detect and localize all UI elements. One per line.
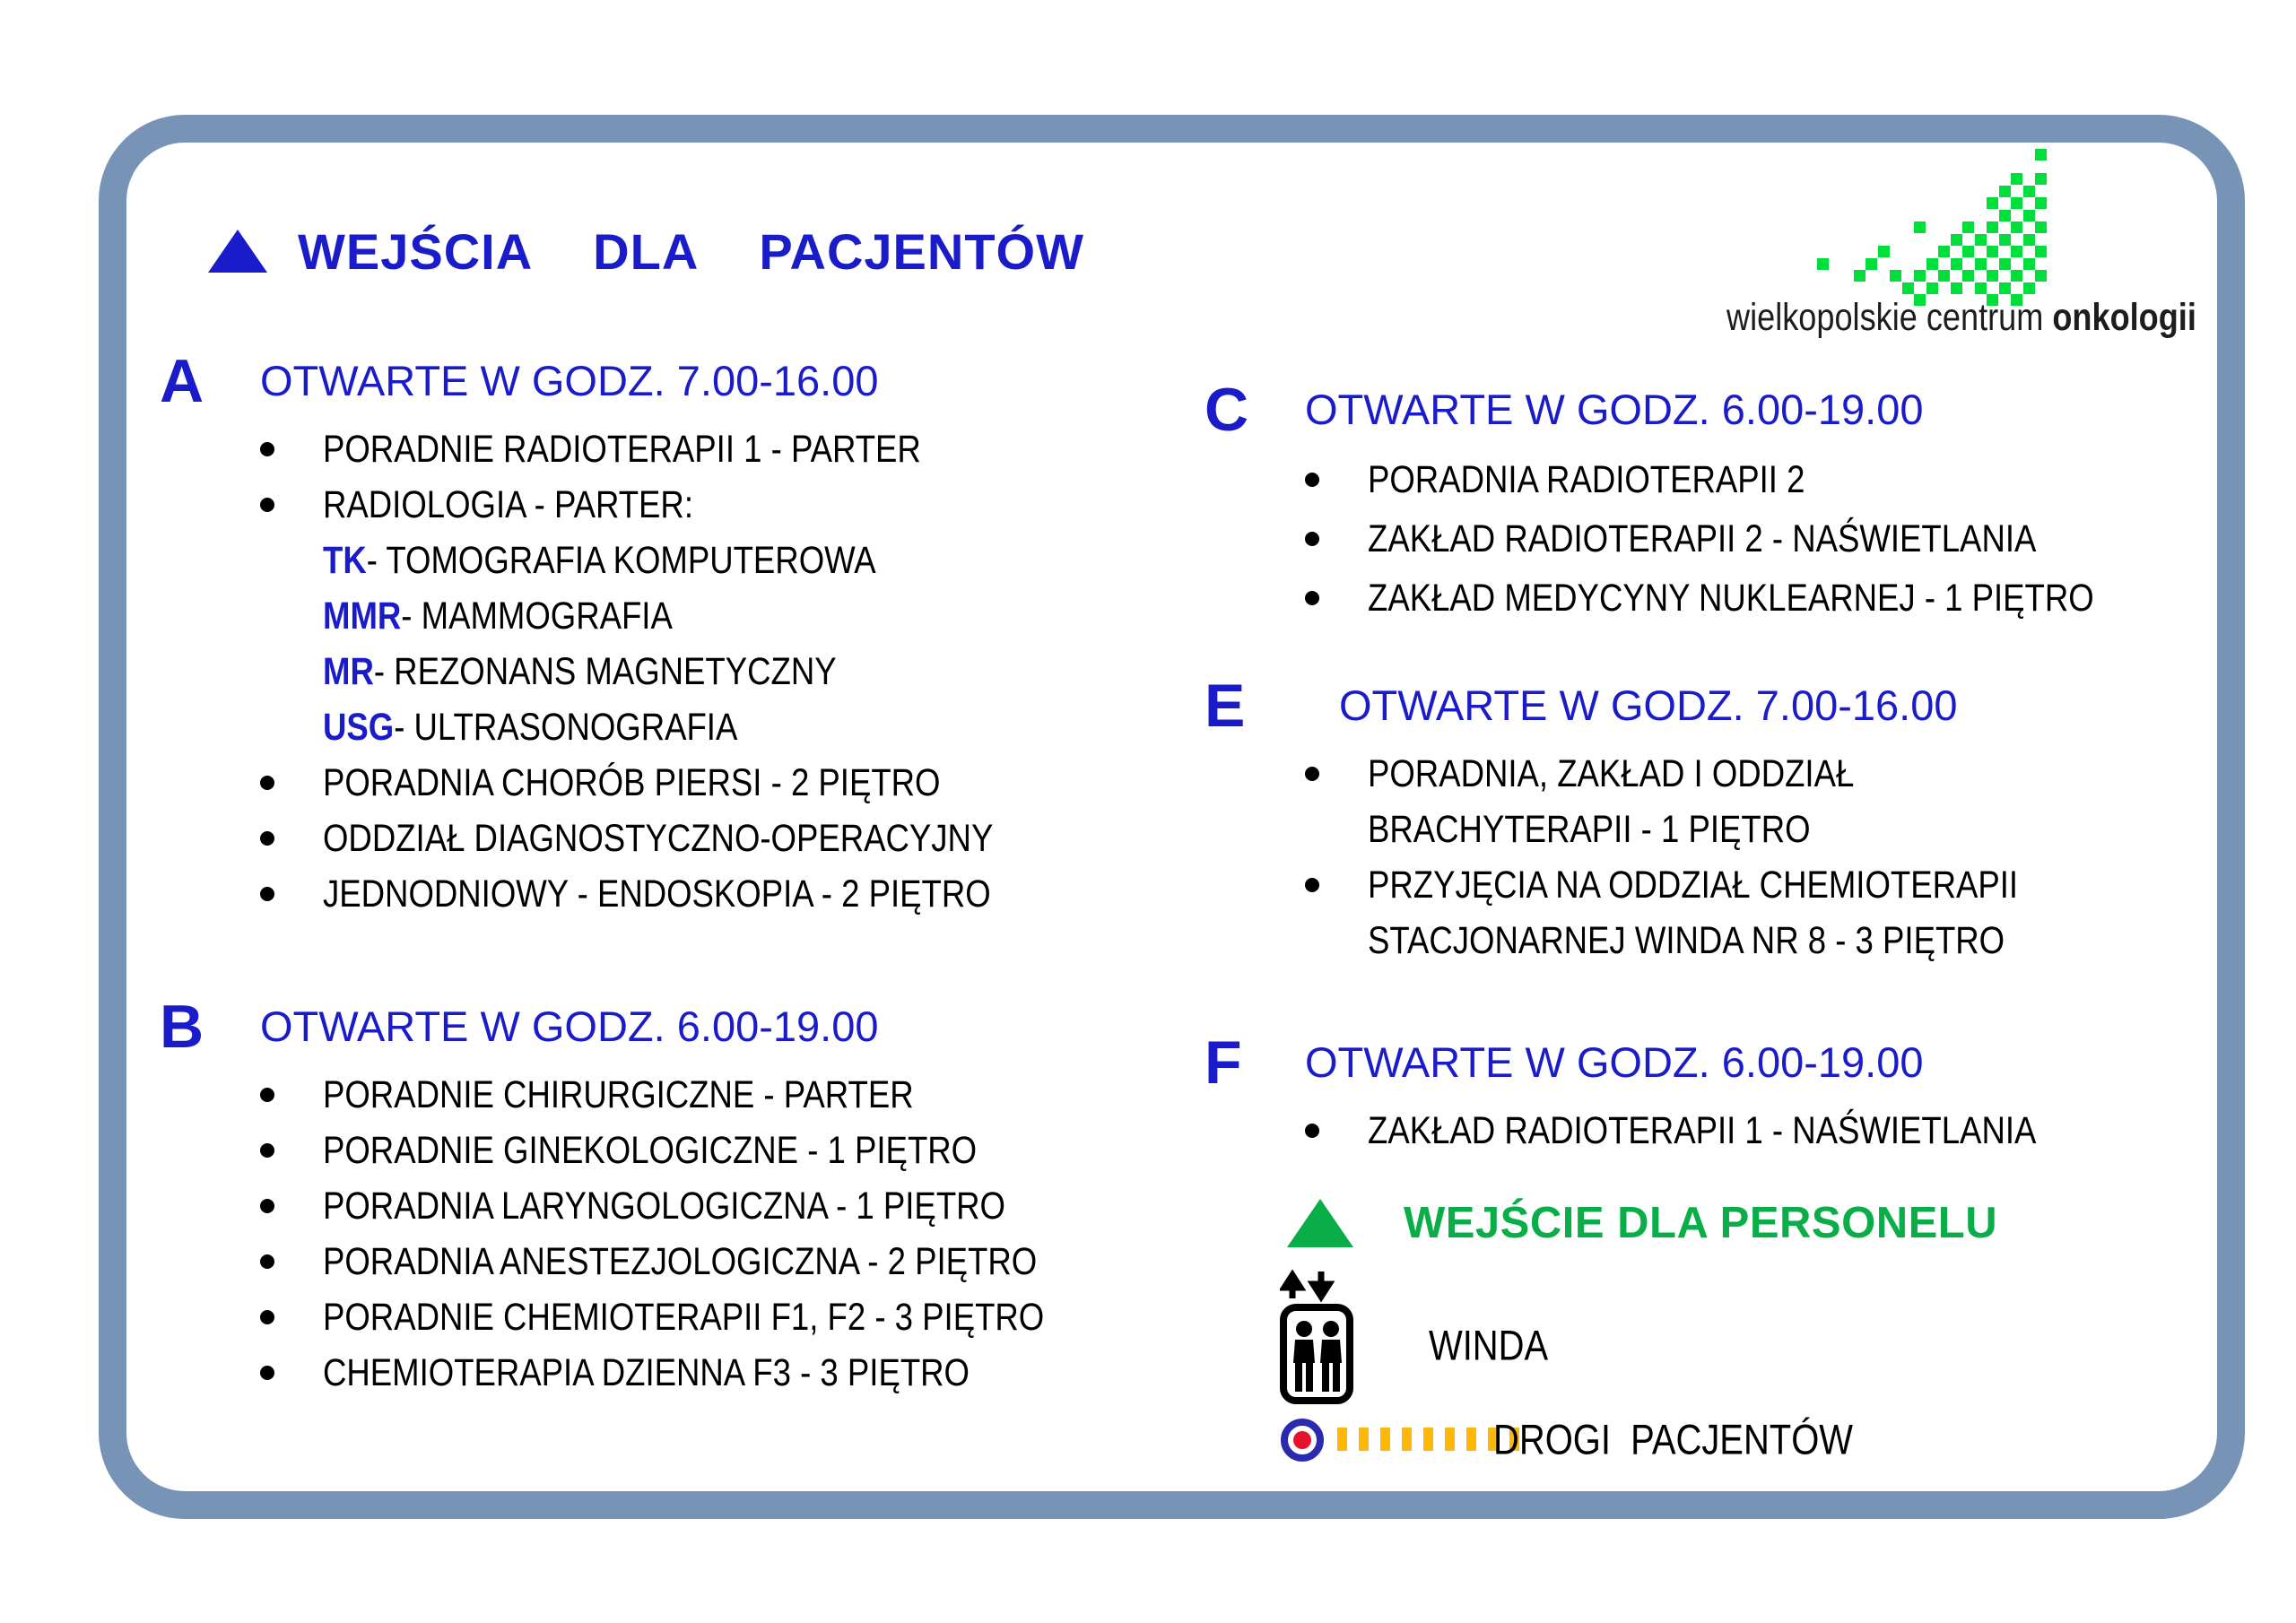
route-dash: [1337, 1428, 1347, 1451]
logo-pixel-arrow-icon: [1817, 149, 2050, 308]
list-item-text: [1368, 450, 1805, 509]
bullet-icon: [260, 1199, 274, 1213]
logo-pixel: [2035, 270, 2047, 282]
list-item-label: RADIOLOGIA - PARTER:: [323, 483, 693, 526]
list-item-text: [323, 811, 993, 866]
bullet-icon: [260, 1143, 274, 1158]
bullet-icon: [260, 442, 274, 456]
up-triangle-icon: [208, 230, 267, 273]
bullet-icon: [260, 1088, 274, 1102]
logo-pixel: [1987, 270, 1998, 282]
logo-pixel: [2023, 258, 2035, 270]
logo-pixel: [1902, 282, 1914, 294]
bullet-icon: [1305, 767, 1319, 781]
list-item-label: PORADNIE CHIRURGICZNE - PARTER: [323, 1073, 914, 1116]
logo-pixel: [2035, 149, 2047, 161]
staff-entrance-label: WEJŚCIE DLA PERSONELU: [1404, 1199, 1998, 1247]
logo-pixel: [2011, 270, 2022, 282]
logo-pixel: [1999, 210, 2011, 221]
logo-pixel: [1962, 246, 1974, 257]
route-dash: [1359, 1428, 1369, 1451]
logo-pixel: [1999, 186, 2011, 197]
logo-pixel: [2023, 282, 2035, 294]
logo-pixel: [1999, 258, 2011, 270]
section-letter: C: [1205, 376, 1249, 444]
elevator-icon: [1280, 1268, 1419, 1404]
logo-caption: [1726, 296, 2196, 340]
logo-pixel: [1975, 258, 1987, 270]
green-up-triangle-icon: [1287, 1199, 1353, 1247]
logo-pixel: [1951, 258, 1962, 270]
logo-pixel: [2035, 246, 2047, 257]
logo-pixel: [1926, 258, 1938, 270]
logo-pixel: [1975, 282, 1987, 294]
bullet-icon: [1305, 878, 1319, 892]
bullet-icon: [1305, 473, 1319, 487]
route-start-target-icon: [1280, 1418, 1325, 1462]
list-item-label: - TOMOGRAFIA KOMPUTEROWA: [366, 539, 876, 582]
logo-caption-regular: wielkopolskie centrum: [1726, 296, 2053, 339]
logo-pixel: [1866, 258, 1877, 270]
patient-routes-label: DROGI PACJENTÓW: [1493, 1415, 1853, 1463]
logo-pixel: [2023, 186, 2035, 197]
bullet-icon: [1305, 1124, 1319, 1138]
list-item-text: [1368, 857, 2018, 913]
page-title: [208, 222, 1084, 280]
list-item-text: [1368, 802, 1811, 857]
list-item-text: [323, 1067, 914, 1123]
route-dash: [1402, 1428, 1412, 1451]
list-item-text: [323, 1123, 977, 1178]
bullet-icon: [1305, 591, 1319, 605]
list-item-label: PORADNIA CHORÓB PIERSI - 2 PIĘTRO: [323, 761, 941, 804]
logo-pixel: [1914, 221, 1926, 233]
logo-pixel: [1951, 282, 1962, 294]
list-item-label: PORADNIA, ZAKŁAD I ODDZIAŁ: [1368, 752, 1855, 795]
route-dash: [1466, 1428, 1476, 1451]
list-item-text: [323, 755, 941, 811]
list-item-label: ZAKŁAD RADIOTERAPII 1 - NAŚWIETLANIA: [1368, 1109, 2037, 1152]
logo-pixel: [1878, 246, 1890, 257]
list-item-label: PORADNIA RADIOTERAPII 2: [1368, 458, 1805, 501]
logo-pixel: [1914, 270, 1926, 282]
route-dash: [1423, 1428, 1433, 1451]
list-item-label: PORADNIE CHEMIOTERAPII F1, F2 - 3 PIĘTRO: [323, 1296, 1045, 1339]
bullet-icon: [260, 1254, 274, 1269]
section-opening-hours: OTWARTE W GODZ. 7.00-16.00: [260, 357, 879, 404]
bullet-icon: [1305, 532, 1319, 546]
logo-pixel: [1951, 234, 1962, 246]
staff-entrance-row: [1205, 1194, 1997, 1252]
route-dash: [1380, 1428, 1390, 1451]
bullet-icon: [260, 776, 274, 790]
list-item-label: CHEMIOTERAPIA DZIENNA F3 - 3 PIĘTRO: [323, 1351, 970, 1394]
logo-pixel: [2035, 197, 2047, 209]
list-item-label: ODDZIAŁ DIAGNOSTYCZNO-OPERACYJNY: [323, 817, 994, 860]
logo-pixel: [1817, 258, 1829, 270]
section-letter: B: [160, 993, 204, 1061]
logo-pixel: [2023, 210, 2035, 221]
abbr-prefix: MR: [323, 650, 374, 693]
list-item-text: [323, 588, 673, 644]
bullet-icon: [260, 1366, 274, 1380]
section-letter: A: [160, 347, 204, 415]
list-item-text: [323, 421, 921, 477]
section-opening-hours: OTWARTE W GODZ. 6.00-19.00: [1305, 386, 1924, 433]
list-item-text: [1368, 509, 2036, 568]
list-item-label: - ULTRASONOGRAFIA: [394, 706, 738, 749]
route-dashes-icon: [1337, 1428, 1519, 1451]
list-item-label: ZAKŁAD MEDYCYNY NUKLEARNEJ - 1 PIĘTRO: [1368, 577, 2094, 620]
list-item-label: PORADNIE GINEKOLOGICZNE - 1 PIĘTRO: [323, 1129, 978, 1172]
bullet-icon: [260, 831, 274, 846]
list-item-label: PORADNIE RADIOTERAPII 1 - PARTER: [323, 428, 921, 471]
list-item-label: BRACHYTERAPII - 1 PIĘTRO: [1368, 808, 1811, 851]
section-letter: E: [1205, 672, 1246, 740]
logo-pixel: [1926, 282, 1938, 294]
list-item-text: [323, 866, 991, 922]
logo-pixel: [1938, 246, 1950, 257]
logo-pixel: [1987, 221, 1998, 233]
logo-pixel: [2023, 234, 2035, 246]
logo-pixel: [2011, 221, 2022, 233]
logo-pixel: [1962, 270, 1974, 282]
logo-pixel: [2011, 246, 2022, 257]
logo-pixel: [1938, 270, 1950, 282]
title-text: WEJŚCIA DLA PACJENTÓW: [298, 222, 1084, 280]
list-item-text: [323, 644, 837, 699]
logo-pixel: [1975, 234, 1987, 246]
logo-caption-bold: onkologii: [2052, 296, 2196, 339]
list-item-text: [323, 699, 737, 755]
logo-pixel: [2011, 173, 2022, 185]
section-letter: F: [1205, 1028, 1242, 1097]
list-item-label: JEDNODNIOWY - ENDOSKOPIA - 2 PIĘTRO: [323, 872, 991, 916]
section-opening-hours: OTWARTE W GODZ. 6.00-19.00: [260, 1002, 879, 1050]
list-item-text: [1368, 746, 1854, 802]
section-opening-hours: OTWARTE W GODZ. 7.00-16.00: [1339, 681, 1958, 729]
abbr-prefix: USG: [323, 706, 395, 749]
list-item-text: [1368, 1103, 2036, 1159]
list-item-label: STACJONARNEJ WINDA NR 8 - 3 PIĘTRO: [1368, 919, 2005, 962]
list-item-text: [1368, 568, 2094, 628]
list-item-label: PORADNIA LARYNGOLOGICZNA - 1 PIĘTRO: [323, 1185, 1005, 1228]
list-item-text: [323, 477, 693, 533]
bullet-icon: [260, 887, 274, 901]
list-item-text: [1368, 913, 2005, 968]
route-dash: [1445, 1428, 1455, 1451]
section-opening-hours: OTWARTE W GODZ. 6.00-19.00: [1305, 1038, 1924, 1086]
list-item-text: [323, 533, 876, 588]
logo-pixel: [2011, 197, 2022, 209]
bullet-icon: [260, 1310, 274, 1324]
logo-pixel: [2035, 173, 2047, 185]
elevator-label: WINDA: [1429, 1321, 1549, 1369]
logo-pixel: [1962, 221, 1974, 233]
list-item-label: PORADNIA ANESTEZJOLOGICZNA - 2 PIĘTRO: [323, 1240, 1038, 1283]
list-item-text: [323, 1178, 1005, 1234]
list-item-label: PRZYJĘCIA NA ODDZIAŁ CHEMIOTERAPII: [1368, 864, 2019, 907]
logo-pixel: [1999, 282, 2011, 294]
logo-pixel: [1987, 197, 1998, 209]
logo-pixel: [1854, 270, 1866, 282]
list-item-label: - MAMMOGRAFIA: [401, 595, 673, 638]
abbr-prefix: TK: [323, 539, 367, 582]
list-item-label: - REZONANS MAGNETYCZNY: [373, 650, 837, 693]
logo-pixel: [2035, 221, 2047, 233]
list-item-label: ZAKŁAD RADIOTERAPII 2 - NAŚWIETLANIA: [1368, 517, 2037, 560]
list-item-text: [323, 1345, 970, 1401]
list-item-text: [323, 1289, 1044, 1345]
logo-pixel: [1999, 234, 2011, 246]
bullet-icon: [260, 498, 274, 512]
logo-pixel: [1987, 246, 1998, 257]
abbr-prefix: MMR: [323, 595, 402, 638]
logo-pixel: [1890, 270, 1901, 282]
list-item-text: [323, 1234, 1037, 1289]
